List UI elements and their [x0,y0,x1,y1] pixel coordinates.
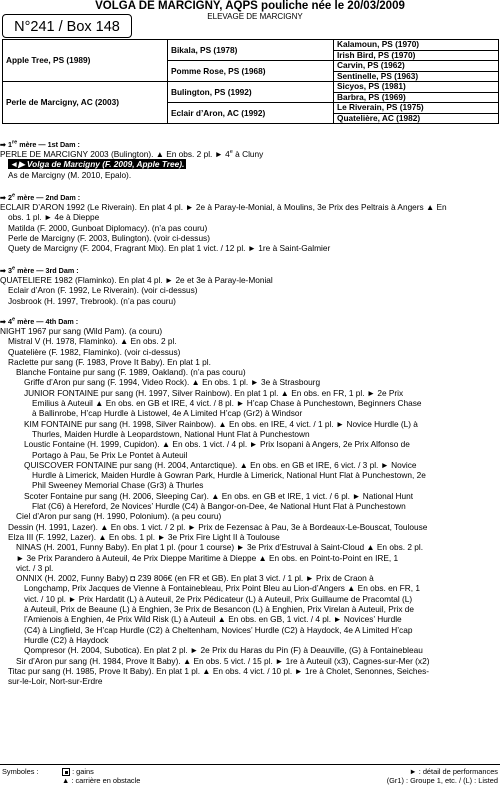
fourth-dam-line: Loustic Fontaine (H. 1999, Cupidon). ▲ En obs. 1 vict. / 4 pl. ► Prix Isopani à Angers, 2e Prix Alfonso de [24,439,410,450]
arrow-right-icon: ➡ [0,193,7,202]
footer-legend [0,767,500,785]
fourth-dam-line: Quatelière (F. 1982, Flaminko). (voir ci-dessus) [8,346,181,357]
lot-number-box: N°241 / Box 148 [2,14,132,38]
perf-legend: ► : détail de performances [409,767,498,776]
pedigree-sire-dam: Pomme Rose, PS (1968) [168,61,334,82]
pedigree-ggs-3: Carvin, PS (1962) [334,61,499,72]
first-dam-line: PERLE DE MARCIGNY 2003 (Bulington). ▲ En obs. 2 pl. ► 4e à Cluny [0,149,264,159]
second-dam-section [0,193,500,253]
pedigree-dam: Perle de Marcigny, AC (2003) [3,82,168,124]
fourth-dam-line: Qompresor (H. 2004, Subotica). En plat 2 pl. ► 2e Prix du Haras du Pin (F) à Deauville, (G) à Fontainebleau [24,645,423,656]
fourth-dam-line: Hurdle à Limerick, Maiden Hurdle à Gowran Park, Hurdle à Limerick, National Hunt Flat à Punchestown, 2e [32,470,426,481]
arrow-right-icon: ➡ [0,317,7,326]
fourth-dam-line: Thurles, Maiden Hurdle à Leopardstown, National Hunt Flat à Punchestown [32,428,310,439]
fourth-dam-line: à Auteuil, Prix de Beaune (L) à Enghien, 3e Prix de Besancon (L) à Enghien, Prix Virelan à Auteuil, Prix de [24,604,415,615]
first-dam-heading: ➡ 1re mère — 1st Dam : [0,139,80,149]
fourth-dam-line: (C4) à Lingfield, 3e H’cap Hurdle (C2) à Cheltenham, Novices’ Hurdle (C2) à Haydock, 4e A Limited H’cap [24,624,413,635]
fourth-dam-line: Ciel d’Aron pur sang (H. 1990, Polonium). (a peu couru) [16,511,222,522]
fourth-dam-line: Sir d’Aron pur sang (H. 1984, Prove It Baby). ▲ En obs. 5 vict. / 15 pl. ► 1re à Auteuil (x3), Cagnes-sur-Mer (x2) [16,655,430,666]
fourth-dam-line: Flat (C6) à Hereford, 2e Novices’ Hurdle (C4) à Bangor-on-Dee, 4e National Hunt Flat à Punchestown [32,501,406,512]
fourth-dam-line: vict. / 10 pl. ► Prix Hardatit (L) à Auteuil, 2e Prix Pédicateur (L) à Auteuil, Prix Guillaume de Pracomtal (L) [24,593,413,604]
gains-legend: : gains [62,767,94,776]
arrow-right-icon: ➡ [0,266,7,275]
fourth-dam-line: Hurdle (C2) à Haydock [24,634,109,645]
gains-icon [62,768,70,776]
fourth-dam-line: à Ballinrobe, H’cap Hurdle à Listowel, 4e A Limited H’cap (Gr2) à Windsor [32,408,303,419]
obstacle-legend: ▲ : carrière en obstacle [62,776,141,785]
pedigree-dam-sire: Bulington, PS (1992) [168,82,334,103]
fourth-dam-line: Titac pur sang (H. 1985, Prove It Baby). En plat 1 pl. ▲ En obs. 4 vict. / 10 pl. ► 1re à Cholet, Senonnes, Seiches- [8,665,430,676]
pedigree-ggs-1: Kalamoun, PS (1970) [334,40,499,51]
fourth-dam-line: Raclette pur sang (F. 1983, Prove It Baby). En plat 1 pl. [8,356,211,367]
foal-line-highlighted [0,159,500,169]
pedigree-ggs-2: Irish Bird, PS (1970) [334,50,499,61]
foal-line: Matilda (F. 2000, Gunboat Diplomacy). (n’a pas couru) [8,222,208,233]
fourth-dam-line: Blanche Fontaine pur sang (F. 1989, Oakland). (n’a pas couru) [16,367,246,378]
dam-line: QUATELIERE 1982 (Flaminko). En plat 4 pl. ► 2e et 3e à Paray-le-Monial [0,275,273,285]
pedigree-table [2,39,499,124]
breeder-name: ELEVAGE DE MARCIGNY [207,12,303,21]
fourth-dam-line: l’Amienois à Enghien, 4e Prix Wild Risk (L) à Auteuil ▲ En obs. en GB, 1 vict. / 4 pl. ► Novices’ Hurdle [24,614,402,625]
third-dam-heading: ➡ 3e mère — 3rd Dam : [0,265,79,275]
foal-line: As de Marcigny (M. 2010, Epalo). [8,169,132,180]
first-dam-section [0,140,500,180]
fourth-dam-line: Elza III (F. 1992, Lazer). ▲ En obs. 1 pl. ► 3e Prix Fire Light II à Toulouse [8,531,280,542]
fourth-dam-line: Portago à Pau, 5e Prix Le Pontet à Auteuil [32,449,188,460]
pedigree-ggs-8: Quatelière, AC (1982) [334,113,499,124]
foal-line: Quety de Marcigny (F. 2004, Fragrant Mix). En plat 1 vict. / 12 pl. ► 1re à Saint-Galmier [8,243,331,254]
fourth-dam-line: NINAS (H. 2001, Funny Baby). En plat 1 pl. (pour 1 course) ► 3e Prix d’Estruval à Saint-Cloud ▲ En obs. 2 pl. [16,542,424,553]
fourth-dam-line: Longchamp, Prix Jacques de Vienne à Fontainebleau, Prix Point Bleu au Lion-d’Angers ▲ En obs. en FR, 1 [24,583,420,594]
foal-line: Perle de Marcigny (F. 2003, Bulington). (voir ci-dessus) [8,232,210,243]
footer-divider [0,764,500,765]
fourth-dam-line: KIM FONTAINE pur sang (H. 1998, Silver Rainbow). ▲ En obs. en IRE, 4 vict. / 1 pl. ► Novice Hurdle (L) à [24,418,418,429]
fourth-dam-line: Mistral V (H. 1978, Flaminko). ▲ En obs. 2 pl. [8,336,177,347]
fourth-dam-line: Emilius à Auteuil ▲ En obs. en GB et IRE, 4 vict. / 8 pl. ► H’cap Chase à Punchestown, Beginners Chase [32,398,422,409]
fourth-dam-line: vict. / 3 pl. [16,562,54,573]
foal-line: Josbrook (H. 1997, Trebrook). (n’a pas couru) [8,295,176,306]
fourth-dam-line: Scoter Fontaine pur sang (H. 2006, Sleeping Car). ▲ En obs. en GB et IRE, 1 vict. / 6 pl. ► National Hunt [24,490,414,501]
pedigree-sire-sire: Bikala, PS (1978) [168,40,334,61]
symbols-label: Symboles : [2,767,39,776]
fourth-dam-heading: ➡ 4e mère — 4th Dam : [0,316,79,326]
fourth-dam-line: ► 3e Prix Parandero à Auteuil, 4e Prix Dieppe Maritime à Dieppe ▲ En obs. en Point-to-Point en IRE, 1 [16,552,399,563]
pedigree-ggs-6: Barbra, PS (1969) [334,92,499,103]
current-foal-highlight: ◄▶ Volga de Marcigny (F. 2009, Apple Tree). [10,159,185,170]
group-legend: (Gr1) : Groupe 1, etc. / (L) : Listed [386,776,498,785]
second-dam-heading: ➡ 2e mère — 2nd Dam : [0,192,81,202]
third-dam-section [0,266,500,306]
fourth-dam-section [0,317,500,686]
fourth-dam-line: Dessin (H. 1991, Lazer). ▲ En obs. 1 vict. / 2 pl. ► Prix de Fezensac à Pau, 3e à Bordeaux-Le-Bouscat, Toulouse [8,521,428,532]
pedigree-dam-dam: Eclair d’Aron, AC (1992) [168,103,334,124]
arrow-right-icon: ➡ [0,140,7,149]
fourth-dam-line: sur-le-Loir, Nort-sur-Erdre [8,676,103,687]
dam-line-cont: obs. 1 pl. ► 4e à Dieppe [8,212,100,223]
fourth-dam-line: ONNIX (H. 2002, Funny Baby) ◘ 239 806€ (en FR et GB). En plat 3 vict. / 1 pl. ► Prix de Craon à [16,573,374,584]
pedigree-ggs-5: Sicyos, PS (1981) [334,82,499,93]
foal-line: Eclair d’Aron (F. 1992, Le Riverain). (voir ci-dessus) [8,285,198,296]
pedigree-ggs-7: Le Riverain, PS (1975) [334,103,499,114]
fourth-dam-line: Phil Sweeney Memorial Chase (Gr3) à Thurles [32,480,204,491]
pedigree-sire: Apple Tree, PS (1989) [3,40,168,82]
pedigree-ggs-4: Sentinelle, PS (1963) [334,71,499,82]
fourth-dam-line: QUISCOVER FONTAINE pur sang (H. 2004, Antarctique). ▲ En obs. en GB et IRE, 6 vict. / 3 pl. ► Novice [24,459,417,470]
fourth-dam-line: JUNIOR FONTAINE pur sang (H. 1997, Silver Rainbow). En plat 1 pl. ▲ En obs. en FR, 1 pl. ► 2e Prix [24,387,404,398]
fourth-dam-line: NIGHT 1967 pur sang (Wild Pam). (a couru) [0,326,163,336]
page-title: VOLGA DE MARCIGNY, AQPS pouliche née le 20/03/2009 [95,0,405,12]
dam-line: ECLAIR D’ARON 1992 (Le Riverain). En plat 4 pl. ► 2e à Paray-le-Monial, à Moulins, 3e Prix des Peltrais à Angers ▲ En [0,202,447,212]
fourth-dam-line: Griffe d’Aron pur sang (F. 1994, Video Rock). ▲ En obs. 1 pl. ► 3e à Strasbourg [24,377,321,388]
